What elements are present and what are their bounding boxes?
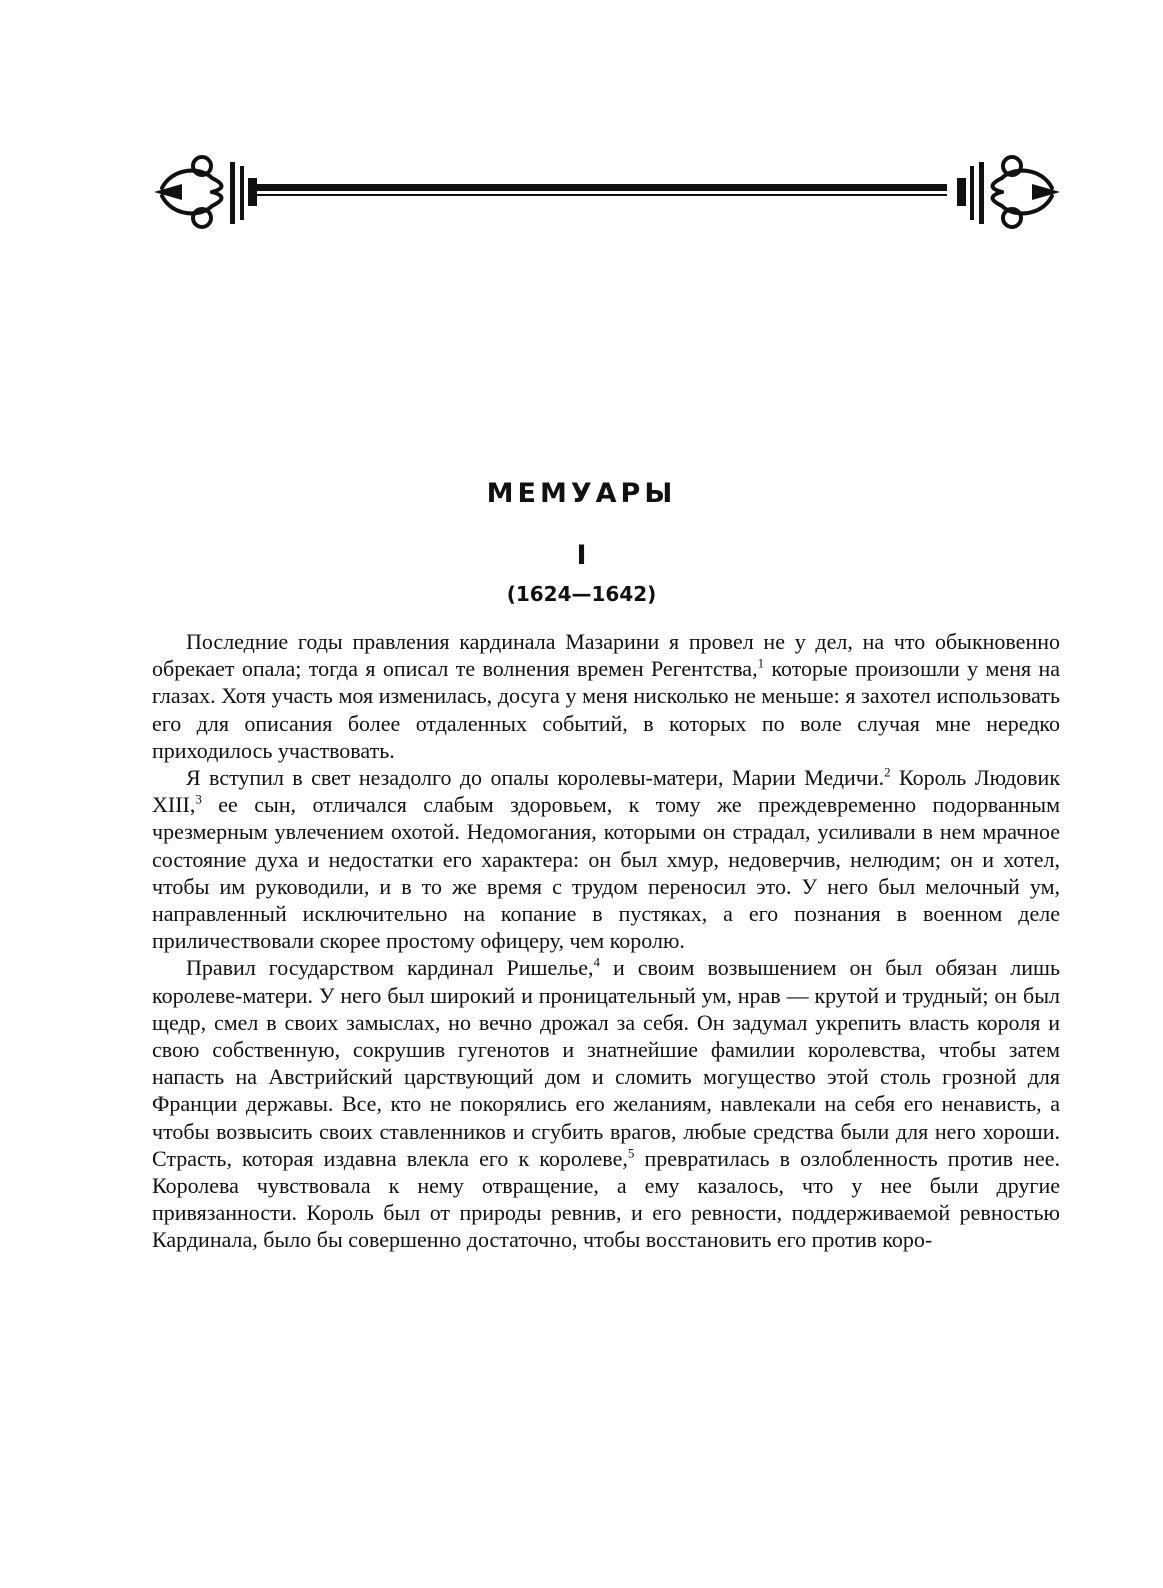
paragraph [152, 954, 1060, 1253]
text-run: и своим возвышением он был обязан лишь королеве-матери. У него был широкий и проницательный ум, нрав — крутой и трудный; он был щедр, смел в своих замыслах, но вечно дрожал за себя. Он задумал укрепить власть короля и свою собственную, сокрушив гугенотов и знатнейшие фамилии королевства, чтобы затем напасть на Австрийский царствующий дом и сломить могущество этой столь грозной для Франции державы. Все, кто не покорялись его желаниям, навлекали на себя его ненависть, а чтобы возвысить своих ставленников и сгубить врагов, любые средства были для него хороши. Страсть, которая издавна влекла его к королеве, [152, 955, 1060, 1171]
footnote-ref[interactable]: 2 [884, 764, 891, 780]
text-run: Последние годы правления кардинала Мазарини я провел не у дел, на что обыкновенно обрекает опала; тогда я описал те волнения времен Регентства, [152, 629, 1060, 682]
chapter-dates: (1624—1642) [506, 582, 657, 606]
footnote-ref[interactable]: 3 [195, 791, 202, 807]
footnote-ref[interactable]: 5 [627, 1145, 635, 1161]
body-text [152, 628, 1060, 1254]
footnote-ref[interactable]: 4 [593, 955, 600, 971]
text-run: Правил государством кардинал Ришелье, [186, 955, 594, 981]
paragraph [152, 628, 1060, 764]
text-run: которые произошли у меня на глазах. Хотя участь моя изменилась, досуга у меня нисколько не меньше: я захотел использовать его для описания более отдаленных событий, в которых по воле случая мне нередко приходилось участвовать. [152, 656, 1060, 763]
page-title: МЕМУАРЫ [486, 478, 677, 509]
text-run: ее сын, отличался слабым здоровьем, к тому же преждевременно подорванным чрезмерным увлечением охотой. Недомогания, которыми он страдал, усиливали в нем мрачное состояние духа и недостатки его характера: он был хмур, недоверчив, нелюдим; он и хотел, чтобы им руководили, и в то же время с трудом переносил это. У него был мелочный ум, направленный исключительно на копание в пустяках, а его познания в военном деле приличествовали скорее простому офицеру, чем королю. [152, 792, 1060, 954]
scroll-ornament-icon [152, 148, 1062, 238]
text-run: Я вступил в свет незадолго до опалы королевы-матери, Марии Медичи. [186, 765, 885, 791]
text-run: превратилась в озлобленность против нее. Королева чувствовала к нему отвращение, а ему казалось, что у нее были другие привязанности. Король был от природы ревнив, и его ревности, поддерживаемой ревностью Кардинала, было бы совершенно достаточно, чтобы восстановить его против коро- [152, 1145, 1060, 1253]
text-run: Король Людовик XIII, [152, 765, 1061, 818]
paragraph [152, 764, 1060, 954]
chapter-number: I [576, 540, 587, 571]
footnote-ref[interactable]: 1 [757, 655, 765, 671]
header-ornament [152, 148, 1062, 238]
